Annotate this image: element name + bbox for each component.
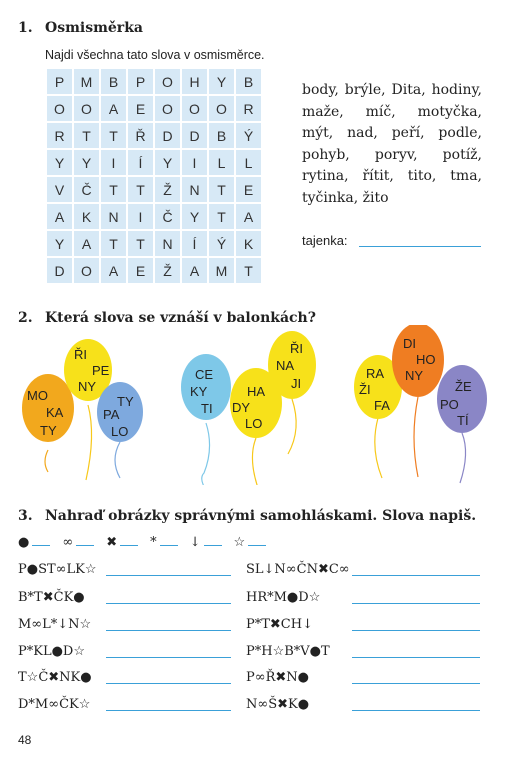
coded-word: P●ST∞LK☆	[18, 562, 97, 577]
coded-word: T☆Č✖NK●	[18, 670, 92, 685]
ex1-instruction: Najdi všechna tato slova v osmisměrce.	[45, 48, 265, 62]
grid-cell[interactable]: B	[101, 69, 126, 94]
answer-line[interactable]	[352, 575, 480, 576]
grid-cell[interactable]: O	[74, 258, 99, 283]
balloon-syllable: NA	[276, 358, 295, 373]
grid-cell[interactable]: R	[236, 96, 261, 121]
legend-glyph: ∞	[62, 535, 74, 550]
grid-cell[interactable]: A	[74, 231, 99, 256]
coded-word: D*M∞ČK☆	[18, 697, 91, 712]
balloon-syllable: TY	[40, 423, 57, 438]
grid-cell[interactable]: M	[209, 258, 234, 283]
balloon-syllable: NY	[405, 368, 424, 383]
grid-cell[interactable]: L	[236, 150, 261, 175]
legend-blank[interactable]	[76, 544, 94, 546]
ex1-number: 1.	[18, 20, 33, 36]
grid-cell[interactable]: K	[236, 231, 261, 256]
grid-cell[interactable]: T	[101, 123, 126, 148]
legend-glyph: *	[150, 535, 157, 550]
balloon-syllable: TI	[201, 401, 213, 416]
legend-glyph: ●	[18, 535, 30, 550]
grid-cell[interactable]: Í	[182, 231, 207, 256]
grid-cell[interactable]: A	[101, 96, 126, 121]
balloon-syllable: NY	[78, 379, 97, 394]
legend-symbol	[150, 535, 178, 550]
grid-cell[interactable]: L	[209, 150, 234, 175]
grid-cell[interactable]: Y	[74, 150, 99, 175]
balloon-syllable: MO	[27, 388, 48, 403]
coded-word: SL↓N∞ČN✖C∞	[246, 562, 350, 577]
grid-cell[interactable]: O	[209, 96, 234, 121]
legend-blank[interactable]	[32, 544, 50, 546]
grid-cell[interactable]: T	[74, 123, 99, 148]
balloon-syllable: TY	[117, 394, 134, 409]
answer-line[interactable]	[352, 630, 480, 631]
grid-cell[interactable]: Y	[155, 150, 180, 175]
grid-cell[interactable]: B	[236, 69, 261, 94]
grid-cell[interactable]: A	[47, 204, 72, 229]
answer-line[interactable]	[106, 710, 231, 711]
ex3-number: 3.	[18, 508, 33, 524]
legend-glyph: ☆	[233, 535, 246, 550]
balloon-syllable: PO	[440, 397, 459, 412]
answer-line[interactable]	[106, 603, 231, 604]
grid-cell[interactable]: V	[47, 177, 72, 202]
answer-line[interactable]	[106, 657, 231, 658]
grid-cell[interactable]: P	[47, 69, 72, 94]
balloon-syllable: ŘI	[290, 341, 303, 356]
ex3-title: Nahraď obrázky správnými samohláskami. Slova napiš.	[45, 508, 477, 524]
grid-cell[interactable]: T	[101, 231, 126, 256]
grid-cell[interactable]: Y	[47, 231, 72, 256]
grid-cell[interactable]: T	[128, 231, 153, 256]
balloon-syllable: ŽI	[359, 382, 371, 397]
grid-cell[interactable]: K	[74, 204, 99, 229]
grid-cell[interactable]: R	[47, 123, 72, 148]
grid-cell[interactable]: T	[236, 258, 261, 283]
grid-cell[interactable]: Í	[128, 150, 153, 175]
grid-cell[interactable]: Č	[74, 177, 99, 202]
grid-cell[interactable]: Y	[209, 69, 234, 94]
balloon-syllable: LO	[245, 416, 263, 431]
legend-blank[interactable]	[160, 544, 178, 546]
grid-cell[interactable]: E	[236, 177, 261, 202]
grid-cell[interactable]: O	[74, 96, 99, 121]
grid-cell[interactable]: D	[182, 123, 207, 148]
grid-cell[interactable]: N	[155, 231, 180, 256]
grid-cell[interactable]: A	[182, 258, 207, 283]
answer-line[interactable]	[352, 603, 480, 604]
coded-word: P*KL●D☆	[18, 644, 86, 659]
ex2-number: 2.	[18, 310, 33, 326]
coded-word: M∞L*↓N☆	[18, 617, 92, 632]
tajenka-label: tajenka:	[302, 233, 348, 248]
balloon-syllable: RA	[366, 366, 385, 381]
grid-cell[interactable]: Ž	[155, 177, 180, 202]
grid-cell[interactable]: N	[101, 204, 126, 229]
legend-blank[interactable]	[204, 544, 222, 546]
grid-cell[interactable]: Ý	[236, 123, 261, 148]
symbol-legend	[18, 535, 278, 550]
balloon-syllable: KA	[46, 405, 64, 420]
grid-cell[interactable]: I	[101, 150, 126, 175]
answer-line[interactable]	[352, 683, 480, 684]
legend-glyph: ✖	[106, 535, 118, 550]
ex2-title: Která slova se vznáší v balonkách?	[45, 310, 316, 326]
grid-cell[interactable]: A	[236, 204, 261, 229]
answer-line[interactable]	[352, 657, 480, 658]
grid-cell[interactable]: Č	[155, 204, 180, 229]
legend-symbol	[234, 535, 267, 550]
legend-glyph: ↓	[189, 535, 201, 550]
balloon-syllable: ŽE	[455, 379, 472, 394]
balloon-syllable: TÍ	[457, 413, 469, 428]
balloon-syllable: JI	[291, 376, 302, 391]
coded-word: P∞Ř✖N●	[246, 670, 309, 685]
grid-cell[interactable]: O	[155, 96, 180, 121]
grid-cell[interactable]: E	[128, 258, 153, 283]
grid-cell[interactable]: H	[182, 69, 207, 94]
grid-cell[interactable]: O	[155, 69, 180, 94]
grid-cell[interactable]: D	[47, 258, 72, 283]
balloon-syllable: PE	[92, 363, 110, 378]
page-number: 48	[18, 733, 32, 747]
legend-symbol	[190, 535, 222, 550]
grid-cell[interactable]: M	[74, 69, 99, 94]
legend-symbol	[62, 535, 94, 550]
coded-word: P*H☆B*V●T	[246, 644, 330, 659]
word-search-grid	[45, 67, 263, 285]
word-list: body, brýle, Dita, hodiny, maže, míč, motyčka, mýt, nad, peří, podle, pohyb, poryv, potíž, rytina, řítit, tito, tma, tyčinka, žito	[302, 82, 482, 206]
grid-cell[interactable]: N	[182, 177, 207, 202]
balloon-syllable: DI	[403, 336, 416, 351]
legend-symbol	[18, 535, 50, 550]
legend-blank[interactable]	[120, 544, 138, 546]
grid-cell[interactable]: T	[209, 177, 234, 202]
coded-word: N∞Š✖K●	[246, 697, 310, 712]
grid-cell[interactable]: E	[128, 96, 153, 121]
grid-cell[interactable]: T	[209, 204, 234, 229]
balloon-syllable: HO	[416, 352, 436, 367]
grid-cell[interactable]: I	[128, 204, 153, 229]
legend-blank[interactable]	[248, 544, 266, 546]
grid-cell[interactable]: Ž	[155, 258, 180, 283]
grid-cell[interactable]: I	[182, 150, 207, 175]
grid-cell[interactable]: Y	[182, 204, 207, 229]
coded-word: B*T✖ČK●	[18, 590, 85, 605]
tajenka-answer-line[interactable]	[359, 246, 481, 247]
grid-cell[interactable]: T	[128, 177, 153, 202]
coded-word: HR*M●D☆	[246, 590, 321, 605]
answer-line[interactable]	[106, 683, 231, 684]
grid-cell[interactable]: Y	[47, 150, 72, 175]
answer-line[interactable]	[106, 630, 231, 631]
legend-symbol	[106, 535, 138, 550]
ex1-title: Osmisměrka	[45, 20, 143, 36]
grid-cell[interactable]: O	[182, 96, 207, 121]
grid-cell[interactable]: B	[209, 123, 234, 148]
balloon-syllable: KY	[190, 384, 208, 399]
grid-cell[interactable]: O	[47, 96, 72, 121]
grid-cell[interactable]: P	[128, 69, 153, 94]
balloon-syllable: HA	[247, 384, 266, 399]
grid-cell[interactable]: A	[101, 258, 126, 283]
grid-cell[interactable]: Ř	[128, 123, 153, 148]
balloon-syllable: ŘI	[74, 347, 87, 362]
grid-cell[interactable]: Ý	[209, 231, 234, 256]
grid-cell[interactable]: T	[101, 177, 126, 202]
coded-word: P*T✖CH↓	[246, 617, 313, 632]
balloon-syllable: DY	[232, 400, 251, 415]
grid-cell[interactable]: D	[155, 123, 180, 148]
balloon-syllable: FA	[374, 398, 390, 413]
balloon-syllable: PA	[103, 407, 120, 422]
balloon-syllable: CE	[195, 367, 214, 382]
answer-line[interactable]	[352, 710, 480, 711]
answer-line[interactable]	[106, 575, 231, 576]
balloon-syllable: LO	[111, 424, 129, 439]
